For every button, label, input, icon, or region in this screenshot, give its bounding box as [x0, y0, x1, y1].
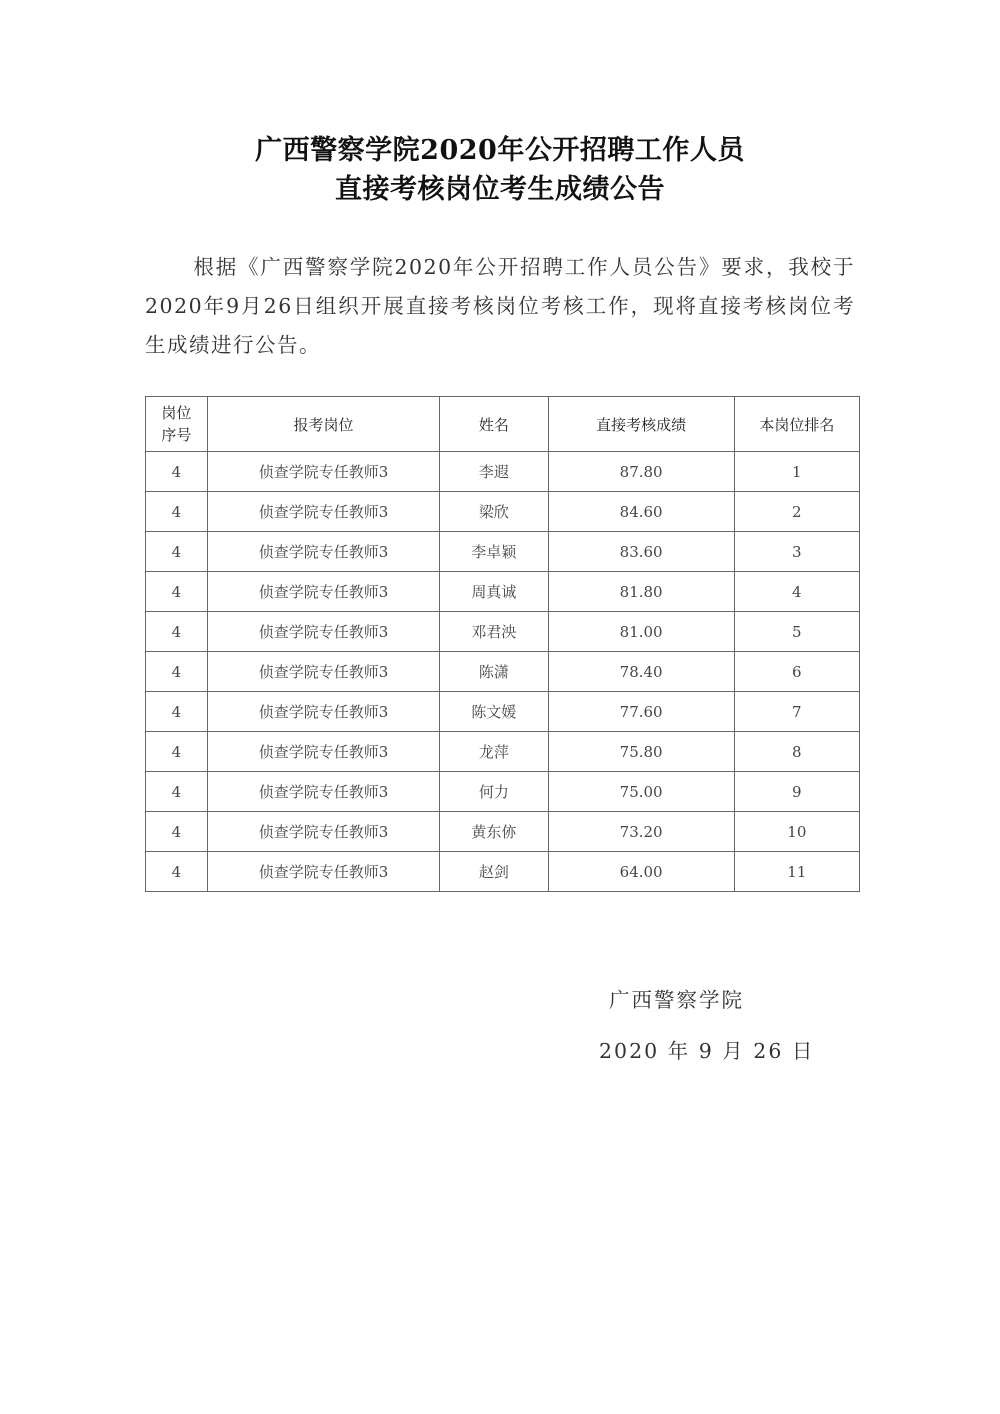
- cell-rank: 3: [734, 532, 859, 572]
- table-row: [146, 532, 860, 572]
- cell-score: 83.60: [548, 532, 734, 572]
- table-row: [146, 812, 860, 852]
- document-title-line1: 广西警察学院2020年公开招聘工作人员: [255, 135, 745, 166]
- cell-rank: 5: [734, 612, 859, 652]
- cell-score: 77.60: [548, 692, 734, 732]
- header-seq-line1: 岗位: [161, 404, 192, 422]
- cell-name: 邓君泱: [440, 612, 548, 652]
- cell-position: 侦查学院专任教师3: [207, 492, 440, 532]
- header-rank: 本岗位排名: [734, 397, 859, 452]
- intro-paragraph: [145, 248, 855, 365]
- cell-position: 侦查学院专任教师3: [207, 812, 440, 852]
- cell-name: 周真诚: [440, 572, 548, 612]
- header-position: 报考岗位: [207, 397, 440, 452]
- document-title-line2: 直接考核岗位考生成绩公告: [335, 174, 665, 205]
- cell-seq: 4: [146, 612, 208, 652]
- cell-position: 侦查学院专任教师3: [207, 692, 440, 732]
- cell-position: 侦查学院专任教师3: [207, 532, 440, 572]
- cell-position: 侦查学院专任教师3: [207, 452, 440, 492]
- cell-rank: 10: [734, 812, 859, 852]
- cell-name: 梁欣: [440, 492, 548, 532]
- header-name: 姓名: [440, 397, 548, 452]
- table-row: [146, 452, 860, 492]
- cell-score: 87.80: [548, 452, 734, 492]
- cell-name: 赵剑: [440, 852, 548, 892]
- cell-score: 64.00: [548, 852, 734, 892]
- cell-rank: 8: [734, 732, 859, 772]
- cell-score: 84.60: [548, 492, 734, 532]
- footer-date: 2020 年 9 月 26 日: [599, 1039, 815, 1063]
- table-header-row: [146, 397, 860, 452]
- cell-seq: 4: [146, 452, 208, 492]
- cell-seq: 4: [146, 492, 208, 532]
- table-row: [146, 852, 860, 892]
- cell-seq: 4: [146, 812, 208, 852]
- cell-score: 81.00: [548, 612, 734, 652]
- cell-score: 75.00: [548, 772, 734, 812]
- cell-position: 侦查学院专任教师3: [207, 852, 440, 892]
- cell-seq: 4: [146, 572, 208, 612]
- cell-rank: 4: [734, 572, 859, 612]
- cell-seq: 4: [146, 692, 208, 732]
- cell-score: 73.20: [548, 812, 734, 852]
- cell-seq: 4: [146, 732, 208, 772]
- header-seq-line2: 序号: [161, 426, 192, 444]
- cell-rank: 7: [734, 692, 859, 732]
- scores-table: [145, 396, 860, 892]
- cell-rank: 9: [734, 772, 859, 812]
- cell-position: 侦查学院专任教师3: [207, 652, 440, 692]
- cell-seq: 4: [146, 652, 208, 692]
- cell-name: 何力: [440, 772, 548, 812]
- cell-rank: 2: [734, 492, 859, 532]
- cell-score: 75.80: [548, 732, 734, 772]
- cell-position: 侦查学院专任教师3: [207, 612, 440, 652]
- cell-position: 侦查学院专任教师3: [207, 772, 440, 812]
- cell-position: 侦查学院专任教师3: [207, 572, 440, 612]
- table-row: [146, 492, 860, 532]
- cell-name: 龙萍: [440, 732, 548, 772]
- cell-rank: 11: [734, 852, 859, 892]
- cell-name: 陈文媛: [440, 692, 548, 732]
- cell-position: 侦查学院专任教师3: [207, 732, 440, 772]
- cell-name: 黄东㑊: [440, 812, 548, 852]
- cell-score: 81.80: [548, 572, 734, 612]
- table-row: [146, 652, 860, 692]
- cell-seq: 4: [146, 852, 208, 892]
- header-score: 直接考核成绩: [548, 397, 734, 452]
- table-row: [146, 732, 860, 772]
- cell-name: 李遐: [440, 452, 548, 492]
- cell-rank: 6: [734, 652, 859, 692]
- cell-name: 李卓颖: [440, 532, 548, 572]
- cell-name: 陈潇: [440, 652, 548, 692]
- intro-paragraph-text: 根据《广西警察学院2020年公开招聘工作人员公告》要求，我校于2020年9月26日组织开展直接考核岗位考核工作，现将直接考核岗位考生成绩进行公告。: [145, 255, 855, 357]
- cell-score: 78.40: [548, 652, 734, 692]
- table-row: [146, 692, 860, 732]
- cell-seq: 4: [146, 772, 208, 812]
- header-seq: [146, 397, 208, 452]
- cell-seq: 4: [146, 532, 208, 572]
- table-row: [146, 772, 860, 812]
- footer-organization: 广西警察学院: [609, 988, 744, 1012]
- cell-rank: 1: [734, 452, 859, 492]
- table-row: [146, 572, 860, 612]
- table-row: [146, 612, 860, 652]
